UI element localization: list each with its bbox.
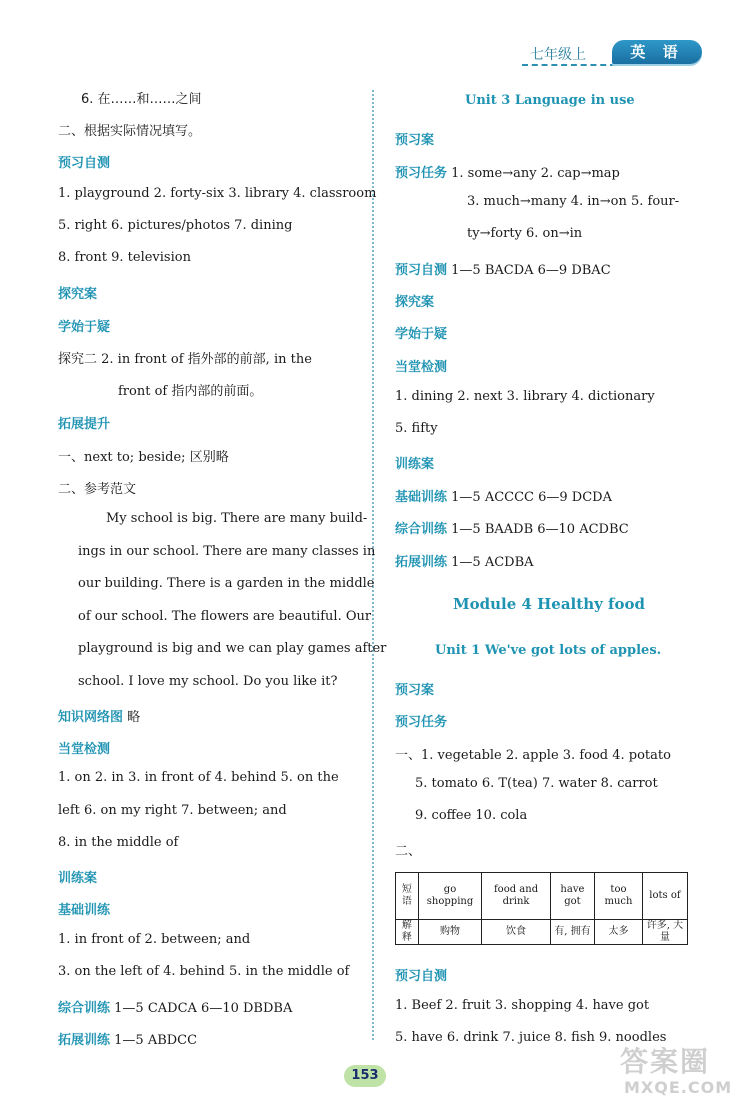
right-line [467, 194, 679, 209]
answer-text: 5. fifty [395, 421, 438, 436]
right-line [453, 595, 645, 613]
section-heading: 训练案 [395, 457, 435, 472]
answer-text: of our school. The flowers are beautiful. Our [78, 609, 372, 624]
section-heading: 学始于疑 [395, 327, 448, 342]
answer-text: 1—5 ACCCC 6—9 DCDA [447, 490, 612, 505]
answer-text: 5. tomato 6. T(tea) 7. water 8. carrot [415, 776, 658, 791]
column-divider [372, 90, 374, 1040]
table-cell: food and drink [482, 873, 551, 920]
left-line [78, 544, 375, 559]
left-line [58, 186, 376, 201]
section-heading: 预习任务 [395, 715, 448, 730]
answer-text: 9. coffee 10. cola [415, 808, 528, 823]
right-line [395, 291, 434, 310]
left-line [106, 511, 367, 526]
section-heading: 综合训练 [395, 522, 448, 537]
page-header [520, 40, 710, 70]
section-heading: 训练案 [58, 871, 98, 886]
answer-text: ty→forty 6. on→in [467, 226, 583, 241]
answer-text: 8. front 9. television [58, 250, 191, 265]
left-line [58, 413, 110, 432]
right-line [395, 259, 611, 278]
section-heading: 拓展训练 [58, 1033, 111, 1048]
section-heading: 预习案 [395, 133, 435, 148]
left-line [58, 283, 97, 302]
right-line [395, 551, 534, 570]
section-heading: 预习案 [395, 683, 435, 698]
right-line [395, 323, 447, 342]
table-cell: 购物 [418, 920, 482, 945]
right-line [395, 356, 447, 375]
answer-text: 1—5 BACDA 6—9 DBAC [447, 263, 611, 278]
right-line [465, 93, 635, 108]
answer-text: our building. There is a garden in the middle [78, 576, 375, 591]
answer-text: 1. on 2. in 3. in front of 4. behind 5. on the [58, 770, 339, 785]
section-heading: 预习自测 [395, 263, 448, 278]
left-line [58, 867, 97, 886]
left-line [58, 478, 136, 497]
left-line [58, 1029, 197, 1048]
answer-text: 1. some→any 2. cap→map [447, 166, 620, 181]
table-cell: too much [595, 873, 643, 920]
left-line [58, 738, 110, 757]
left-line [58, 316, 110, 335]
left-line [78, 609, 371, 624]
left-line [58, 250, 191, 265]
right-line [395, 965, 447, 984]
table-cell: 许多, 大量 [642, 920, 687, 945]
answer-text: playground is big and we can play games after [78, 641, 387, 656]
section-heading: 预习自测 [395, 969, 448, 984]
table-cell: have got [550, 873, 594, 920]
section-heading: 基础训练 [58, 903, 111, 918]
left-line [81, 88, 202, 107]
left-line [58, 446, 229, 465]
left-line [58, 997, 292, 1016]
section-heading: 当堂检测 [395, 360, 448, 375]
right-line [395, 389, 655, 404]
table-cell: 短语 [396, 873, 419, 920]
answer-text: 二、根据实际情况填写。 [58, 124, 202, 139]
table-cell: 饮食 [482, 920, 551, 945]
section-heading: 综合训练 [58, 1001, 111, 1016]
table-cell: lots of [642, 873, 687, 920]
answer-text: 5. right 6. pictures/photos 7. dining [58, 218, 293, 233]
table-cell: 有, 拥有 [550, 920, 594, 945]
left-line [78, 674, 337, 689]
left-line [58, 706, 140, 725]
left-line [118, 380, 262, 399]
left-line [58, 835, 178, 850]
left-line [78, 576, 375, 591]
right-line [415, 808, 527, 823]
watermark-text: 答案圈 [620, 1045, 711, 1078]
section-heading: 知识网络图 [58, 710, 124, 725]
left-line [58, 770, 339, 785]
left-line [58, 932, 250, 947]
section-heading: 拓展提升 [58, 417, 111, 432]
unit-title: Unit 1 We've got lots of apples. [435, 643, 662, 658]
answer-text: 一、1. vegetable 2. apple 3. food 4. potato [395, 748, 671, 763]
left-line [58, 218, 292, 233]
right-line [395, 711, 447, 730]
table-row [396, 920, 688, 945]
answer-text: 一、next to; beside; 区别略 [58, 450, 229, 465]
answer-text: My school is big. There are many build- [106, 511, 368, 526]
left-line [58, 803, 287, 818]
right-line [395, 744, 671, 763]
table-cell: go shopping [418, 873, 482, 920]
answer-text: 3. on the left of 4. behind 5. in the middle of [58, 964, 350, 979]
section-heading: 探究案 [58, 287, 98, 302]
right-line [395, 162, 620, 181]
left-line [58, 348, 312, 367]
right-line [395, 679, 434, 698]
answer-text: ings in our school. There are many classes in [78, 544, 376, 559]
grade-label: 七年级上 [530, 47, 586, 63]
answer-text: school. I love my school. Do you like it? [78, 674, 338, 689]
right-line [395, 453, 434, 472]
answer-text: 二、 [395, 844, 422, 859]
answer-text: 1—5 BAADB 6—10 ACDBC [447, 522, 629, 537]
answer-text: 探究二 2. in front of 指外部的前部, in the [58, 352, 312, 367]
answer-text: 二、参考范文 [58, 482, 137, 497]
watermark-logo [620, 1040, 740, 1100]
subject-badge: 英 语 [612, 40, 702, 64]
left-line [58, 152, 110, 171]
answer-text: 1. Beef 2. fruit 3. shopping 4. have got [395, 998, 650, 1013]
unit-title: Module 4 Healthy food [453, 595, 645, 613]
right-line [435, 643, 661, 658]
right-line [395, 518, 629, 537]
left-line [58, 899, 110, 918]
answer-text: 1. in front of 2. between; and [58, 932, 251, 947]
section-heading: 预习自测 [58, 156, 111, 171]
table-cell: 解释 [396, 920, 419, 945]
answer-text: 1. dining 2. next 3. library 4. dictionary [395, 389, 655, 404]
section-heading: 预习任务 [395, 166, 448, 181]
section-heading: 拓展训练 [395, 555, 448, 570]
right-line [395, 421, 438, 436]
section-heading: 基础训练 [395, 490, 448, 505]
answer-text: 6. 在……和……之间 [81, 92, 202, 107]
section-heading: 学始于疑 [58, 320, 111, 335]
answer-text: 5. have 6. drink 7. juice 8. fish 9. noodles [395, 1030, 667, 1045]
answer-text: 1—5 ACDBA [447, 555, 534, 570]
left-line [58, 120, 201, 139]
left-line [78, 641, 386, 656]
header-dashed-rule [522, 64, 616, 66]
right-line [467, 226, 582, 241]
section-heading: 探究案 [395, 295, 435, 310]
vocab-table [395, 872, 688, 945]
right-line [395, 840, 421, 859]
section-heading: 当堂检测 [58, 742, 111, 757]
answer-text: 3. much→many 4. in→on 5. four- [467, 194, 680, 209]
unit-title: Unit 3 Language in use [465, 93, 635, 108]
watermark-url: MXQE.COM [624, 1078, 733, 1097]
answer-text: 1—5 ABDCC [110, 1033, 198, 1048]
answer-text: 略 [123, 710, 141, 725]
right-line [395, 486, 612, 505]
right-line [395, 998, 649, 1013]
table-cell: 太多 [595, 920, 643, 945]
right-line [415, 776, 658, 791]
answer-text: 1—5 CADCA 6—10 DBDBA [110, 1001, 293, 1016]
answer-text: 1. playground 2. forty-six 3. library 4. classroom [58, 186, 377, 201]
right-line [395, 129, 434, 148]
answer-text: front of 指内部的前面。 [118, 384, 263, 399]
left-line [58, 964, 349, 979]
answer-text: 8. in the middle of [58, 835, 179, 850]
table-row [396, 873, 688, 920]
answer-text: left 6. on my right 7. between; and [58, 803, 287, 818]
page-number: 153 [344, 1065, 386, 1087]
